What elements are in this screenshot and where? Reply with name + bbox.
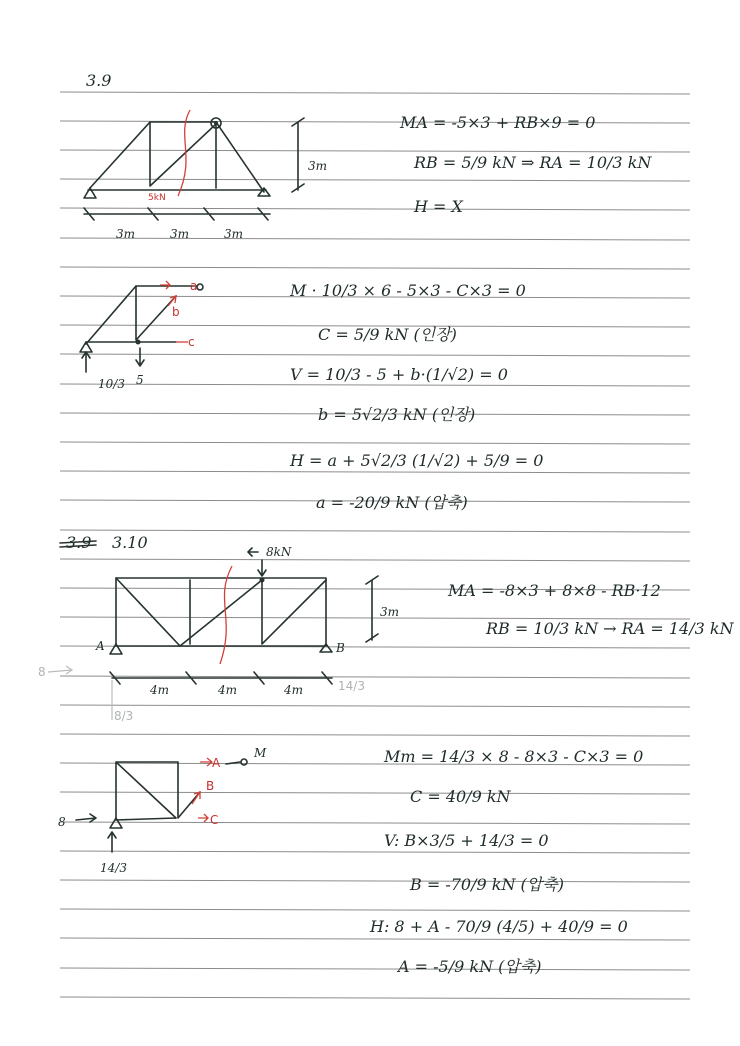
equation: M · 10/3 × 6 - 5×3 - C×3 = 0	[290, 281, 526, 300]
load-label: 8kN	[266, 545, 292, 559]
reaction-arrow	[82, 352, 90, 372]
cut-load-label: 5kN	[148, 193, 166, 203]
member-label-a: a	[190, 279, 198, 293]
equation: V = 10/3 - 5 + b·(1/√2) = 0	[290, 365, 508, 384]
equation: C = 5/9 kN (인장)	[318, 325, 457, 344]
equation: b = 5√2/3 kN (인장)	[318, 405, 476, 424]
equation: RB = 10/3 kN → RA = 14/3 kN	[486, 619, 734, 638]
equation: MA = -5×3 + RB×9 = 0	[400, 113, 596, 132]
equation: H = a + 5√2/3 (1/√2) + 5/9 = 0	[290, 451, 544, 470]
dim-3: 3m	[224, 227, 244, 241]
member-label-a: A	[212, 756, 221, 770]
moment-point-M: M	[254, 746, 267, 760]
member-label-b: B	[206, 779, 215, 793]
section-cut-line	[220, 566, 232, 664]
member-label-c: C	[210, 813, 219, 827]
problem-number: 3.9	[86, 71, 112, 90]
dim-3: 4m	[284, 683, 304, 697]
truss-diagram-3-10	[38, 545, 399, 723]
reaction-arrow	[108, 832, 116, 852]
load-arrow	[136, 348, 144, 366]
support-B: B	[336, 641, 345, 655]
height-label: 3m	[380, 605, 400, 619]
height-label: 3m	[308, 159, 328, 173]
dim-1: 3m	[116, 227, 136, 241]
pin-support-icon	[80, 342, 92, 352]
equation: A = -5/9 kN (압축)	[398, 957, 542, 976]
truss-diagram-3-9	[84, 110, 327, 241]
equation: H: 8 + A - 70/9 (4/5) + 40/9 = 0	[370, 917, 628, 936]
equation: C = 40/9 kN	[410, 787, 511, 806]
dim-2: 4m	[218, 683, 238, 697]
left-force: 8	[58, 815, 66, 829]
free-body-diagram-3-10	[58, 746, 267, 875]
equation: MA = -8×3 + 8×8 - RB·12	[448, 581, 661, 600]
faint-note: 8	[38, 665, 46, 679]
equation: Mm = 14/3 × 8 - 8×3 - C×3 = 0	[384, 747, 644, 766]
crossed-number: 3.9	[66, 533, 92, 552]
support-A: A	[96, 639, 105, 653]
faint-note: 14/3	[338, 679, 365, 693]
point-load: 5	[136, 373, 144, 387]
equation: H = X	[414, 197, 463, 216]
faint-note: 8/3	[114, 709, 134, 723]
equation: RB = 5/9 kN ⇒ RA = 10/3 kN	[414, 153, 652, 172]
load-arrow	[258, 560, 266, 576]
left-reaction: 10/3	[98, 377, 125, 391]
ruled-lines	[60, 92, 690, 999]
member-label-c: c	[188, 335, 195, 349]
dim-1: 4m	[150, 683, 170, 697]
equation: V: B×3/5 + 14/3 = 0	[384, 831, 549, 850]
equation: a = -20/9 kN (압축)	[316, 493, 468, 512]
member-label-b: b	[172, 305, 180, 319]
problem-number: 3.10	[112, 533, 148, 552]
dim-2: 3m	[170, 227, 190, 241]
reaction-value: 14/3	[100, 861, 127, 875]
equation: B = -70/9 kN (압축)	[410, 875, 564, 894]
